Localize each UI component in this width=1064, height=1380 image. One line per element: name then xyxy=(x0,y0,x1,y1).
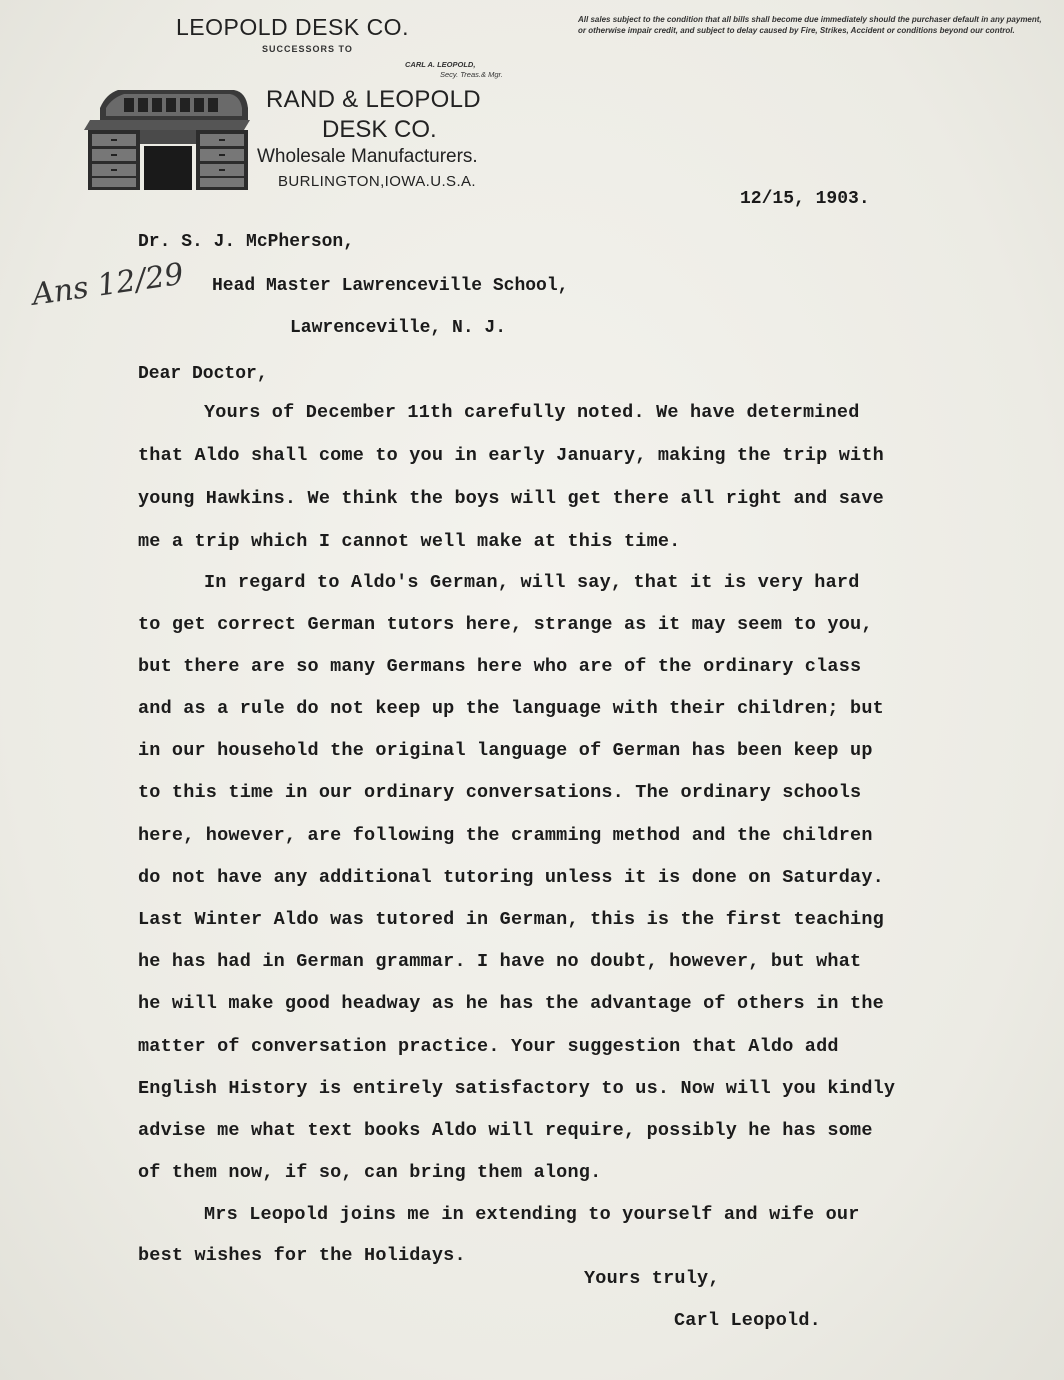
letterhead-line4: BURLINGTON,IOWA.U.S.A. xyxy=(278,173,476,190)
letter-date: 12/15, 1903. xyxy=(740,189,870,209)
body-line: English History is entirely satisfactory to us. Now will you kindly xyxy=(138,1078,896,1099)
body-line: Mrs Leopold joins me in extending to yourself and wife our xyxy=(204,1204,860,1225)
body-line: to this time in our ordinary conversations. The ordinary schools xyxy=(138,782,862,803)
body-line: but there are so many Germans here who are of the ordinary class xyxy=(138,656,862,677)
body-line: me a trip which I cannot well make at this time. xyxy=(138,531,681,552)
body-line: in our household the original language of German has been keep up xyxy=(138,740,873,761)
body-line: In regard to Aldo's German, will say, that it is very hard xyxy=(204,572,860,593)
body-line: of them now, if so, can bring them along. xyxy=(138,1162,602,1183)
body-line: he will make good headway as he has the advantage of others in the xyxy=(138,993,884,1014)
secretary-name: CARL A. LEOPOLD, xyxy=(405,60,476,69)
letterhead-line3: Wholesale Manufacturers. xyxy=(257,146,478,167)
sales-terms: All sales subject to the condition that all bills shall become due immediately should the purchaser default in any payment, or otherwise impair credit, and subject to delay caused by Fire, Strikes, Accident or conditions beyond our control. xyxy=(578,15,1042,35)
body-line: to get correct German tutors here, strange as it may seem to you, xyxy=(138,614,873,635)
body-line: matter of conversation practice. Your suggestion that Aldo add xyxy=(138,1036,839,1057)
successors-label: SUCCESSORS TO xyxy=(262,44,353,54)
body-line: best wishes for the Holidays. xyxy=(138,1245,466,1266)
body-line: Last Winter Aldo was tutored in German, this is the first teaching xyxy=(138,909,884,930)
body-line: do not have any additional tutoring unless it is done on Saturday. xyxy=(138,867,884,888)
body-line: advise me what text books Aldo will require, possibly he has some xyxy=(138,1120,873,1141)
letterhead-line2: DESK CO. xyxy=(322,116,437,143)
company-name: LEOPOLD DESK CO. xyxy=(176,14,409,40)
handwritten-note: Ans 12/29 xyxy=(30,256,186,313)
secretary-title: Secy. Treas.& Mgr. xyxy=(440,70,503,79)
closing: Yours truly, xyxy=(584,1268,720,1289)
signature: Carl Leopold. xyxy=(674,1310,821,1331)
body-line: Yours of December 11th carefully noted. We have determined xyxy=(204,402,860,423)
body-line: he has had in German grammar. I have no doubt, however, but what xyxy=(138,951,862,972)
body-line: that Aldo shall come to you in early January, making the trip with xyxy=(138,445,884,466)
recipient-title: Head Master Lawrenceville School, xyxy=(212,276,569,296)
recipient-location: Lawrenceville, N. J. xyxy=(290,318,507,338)
body-line: young Hawkins. We think the boys will get there all right and save xyxy=(138,488,884,509)
body-line: here, however, are following the cramming method and the children xyxy=(138,825,873,846)
body-line: and as a rule do not keep up the language with their children; but xyxy=(138,698,884,719)
salutation: Dear Doctor, xyxy=(138,364,268,384)
letterhead-line1: RAND & LEOPOLD xyxy=(266,86,481,113)
roll-top-desk-illustration xyxy=(84,86,252,192)
recipient-name: Dr. S. J. McPherson, xyxy=(138,232,355,252)
